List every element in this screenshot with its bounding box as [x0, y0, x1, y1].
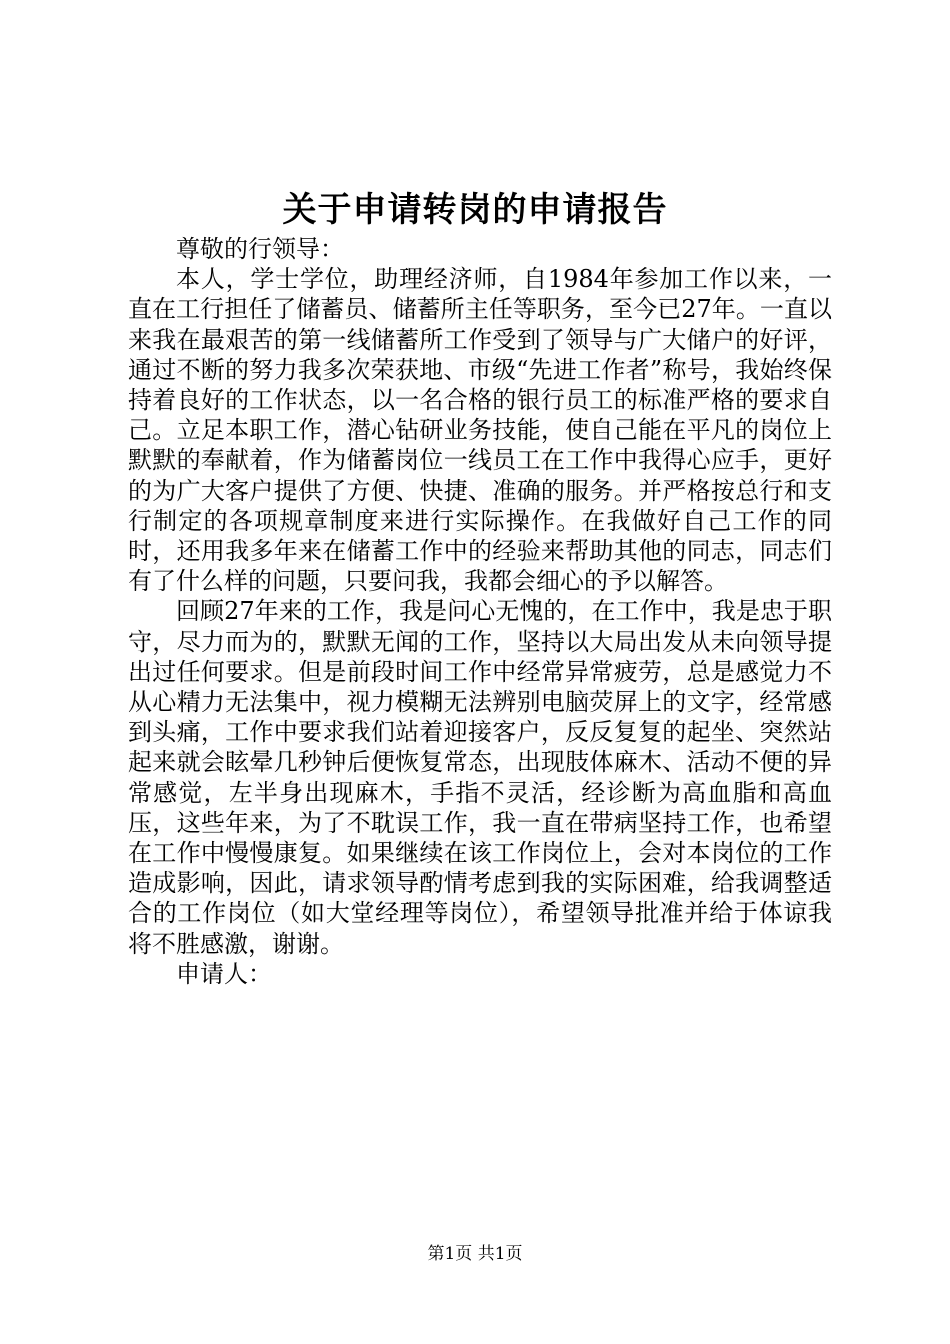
paragraph-2: 回顾27年来的工作，我是问心无愧的，在工作中，我是忠于职守，尽力而为的，默默无闻的工作，坚持以大局出发从未向领导提出过任何要求。但是前段时间工作中经常异常疲劳，总是感觉力不从心精力无法集中，视力模糊无法辨别电脑荧屏上的文字，经常感到头痛，工作中要求我们站着迎接客户，反反复复的起坐、突然站起来就会眩晕几秒钟后便恢复常态，出现肢体麻木、活动不便的异常感觉，左半身出现麻木，手指不灵活，经诊断为高血脂和高血压，这些年来，为了不耽误工作，我一直在带病坚持工作，也希望在工作中慢慢康复。如果继续在该工作岗位上，会对本岗位的工作造成影响，因此，请求领导酌情考虑到我的实际困难，给我调整适合的工作岗位（如大堂经理等岗位），希望领导批准并给于体谅我将不胜感激，谢谢。	[128, 597, 832, 958]
signature-label: 申请人：	[176, 959, 272, 988]
paragraph-1: 本人，学士学位，助理经济师，自1984年参加工作以来，一直在工行担任了储蓄员、储蓄所主任等职务，至今已27年。一直以来我在最艰苦的第一线储蓄所工作受到了领导与广大储户的好评，通过不断的努力我多次荣获地、市级“先进工作者”称号，我始终保持着良好的工作状态，以一名合格的银行员工的标准严格的要求自己。立足本职工作，潜心钻研业务技能，使自己能在平凡的岗位上默默的奉献着，作为储蓄岗位一线员工在工作中我得心应手，更好的为广大客户提供了方便、快捷、准确的服务。并严格按总行和支行制定的各项规章制度来进行实际操作。在我做好自己工作的同时，还用我多年来在储蓄工作中的经验来帮助其他的同志，同志们有了什么样的问题，只要问我，我都会细心的予以解答。	[128, 265, 832, 596]
document-body	[128, 234, 832, 989]
page-number-footer: 第1页 共1页	[427, 1244, 523, 1264]
document-title: 关于申请转岗的申请报告	[282, 190, 668, 230]
salutation: 尊敬的行领导：	[176, 235, 344, 263]
